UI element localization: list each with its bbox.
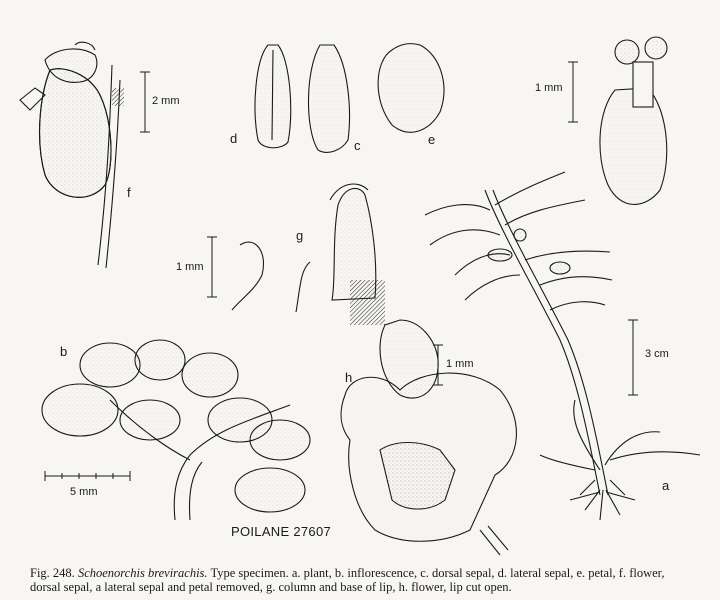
drawing-h-flower: [341, 320, 516, 555]
scale-label-f: 2 mm: [152, 95, 180, 107]
drawing-e-petal: [378, 44, 444, 133]
drawing-column-pollinia: [600, 37, 667, 204]
panel-label-g: g: [296, 228, 304, 243]
panel-label-b: b: [60, 344, 68, 359]
caption-line1: Type specimen. a. plant, b. inflorescence, c. dorsal sepal, d. lateral sepal, e. petal, f. flower,: [210, 566, 665, 580]
drawing-c-dorsal-sepal: [308, 45, 349, 152]
caption-fig-number: Fig. 248.: [30, 566, 75, 580]
scale-label-g: 1 mm: [176, 261, 204, 273]
drawing-f-flower: [20, 42, 124, 268]
collector-label: POILANE 27607: [231, 524, 332, 539]
panel-label-a: a: [662, 478, 670, 493]
panel-label-c: c: [354, 138, 361, 153]
drawing-d-lateral-sepal: [255, 45, 291, 148]
panel-label-d: d: [230, 131, 238, 146]
panel-label-h: h: [345, 370, 353, 385]
scale-label-b: 5 mm: [70, 486, 98, 498]
scale-label-h: 1 mm: [446, 358, 474, 370]
caption-line2: dorsal sepal, a lateral sepal and petal removed, g. column and base of lip, h. flower, lip cut open.: [30, 580, 512, 594]
caption-species: Schoenorchis brevirachis.: [77, 566, 208, 580]
panel-label-f: f: [127, 185, 131, 200]
scale-label-top-right: 1 mm: [535, 82, 563, 94]
scale-label-a: 3 cm: [645, 348, 669, 360]
figure-caption: [30, 566, 710, 594]
panel-label-e: e: [428, 132, 436, 147]
drawing-g-column: [232, 184, 385, 325]
